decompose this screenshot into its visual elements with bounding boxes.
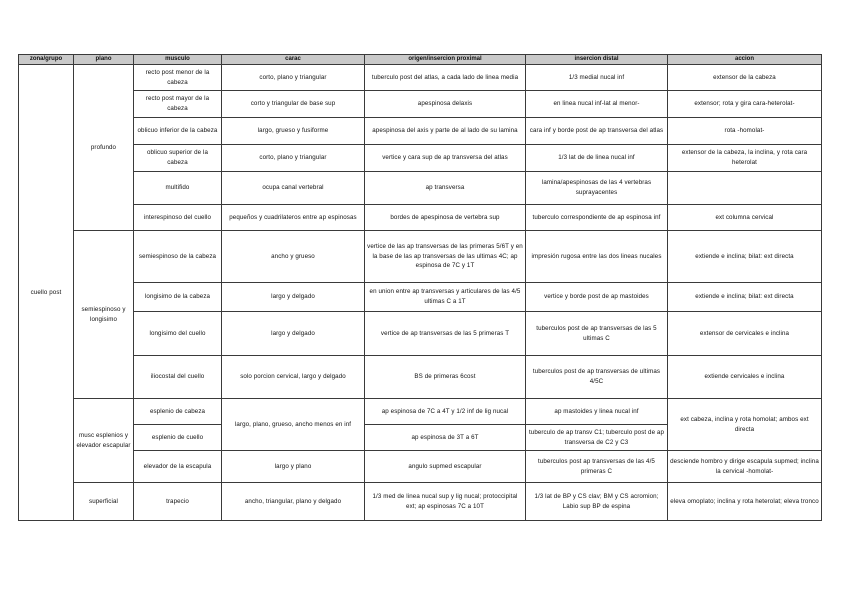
origen-cell: tuberculo post del atlas, a cada lado de linea media (365, 65, 526, 91)
plano-profundo: profundo (74, 65, 134, 231)
musculo-cell: trapecio (134, 483, 222, 521)
table-row (19, 145, 822, 172)
musculo-cell: esplenio de cabeza (134, 399, 222, 425)
origen-cell: ap espinosa de 3T a 6T (365, 425, 526, 451)
muscle-table (18, 54, 822, 521)
musculo-cell: elevador de la escapula (134, 451, 222, 483)
table-row (19, 283, 822, 312)
accion-cell: extensor de la cabeza (668, 65, 822, 91)
header-musculo: musculo (134, 55, 222, 65)
accion-cell: eleva omoplato; inclina y rota heterolat; eleva tronco (668, 483, 822, 521)
carac-cell: ancho, triangular, plano y delgado (222, 483, 365, 521)
accion-cell: extiende e inclina; bilat: ext directa (668, 283, 822, 312)
musculo-cell: longisimo de la cabeza (134, 283, 222, 312)
origen-cell: ap transversa (365, 172, 526, 205)
musculo-cell: recto post mayor de la cabeza (134, 91, 222, 118)
accion-cell: extiende e inclina; bilat: ext directa (668, 231, 822, 283)
plano-semiespinoso: semiespinoso y longisimo (74, 231, 134, 399)
insercion-cell: tuberculo correspondiente de ap espinosa inf (526, 205, 668, 231)
header-accion: accion (668, 55, 822, 65)
origen-cell: apespinosa delaxis (365, 91, 526, 118)
accion-cell (668, 172, 822, 205)
origen-cell: vertice de las ap transversas de las primeras 5/6T y en la base de las ap transversas de las ultimas 4C; ap espinosa de 7C y 1T (365, 231, 526, 283)
musculo-cell: semiespinoso de la cabeza (134, 231, 222, 283)
header-zona: zona/grupo (19, 55, 74, 65)
table-row (19, 205, 822, 231)
insercion-cell: 1/3 lat de BP y CS clav; BM y CS acromion; Labio sup BP de espina (526, 483, 668, 521)
table-row (19, 312, 822, 356)
carac-cell: solo porcion cervical, largo y delgado (222, 356, 365, 399)
table-row (19, 118, 822, 145)
table-row (19, 356, 822, 399)
origen-cell: vertice y cara sup de ap transversa del atlas (365, 145, 526, 172)
carac-cell: corto y triangular de base sup (222, 91, 365, 118)
carac-cell: pequeños y cuadrilateros entre ap espinosas (222, 205, 365, 231)
plano-esplenio: musc esplenios y elevador escapular (74, 399, 134, 483)
table-row (19, 65, 822, 91)
header-insercion: insercion distal (526, 55, 668, 65)
insercion-cell: en linea nucal inf-lat al menor- (526, 91, 668, 118)
origen-cell: ap espinosa de 7C a 4T y 1/2 inf de lig nucal (365, 399, 526, 425)
accion-cell: ext columna cervical (668, 205, 822, 231)
carac-cell: largo y delgado (222, 283, 365, 312)
origen-cell: 1/3 med de linea nucal sup y lig nucal; protoccipital ext; ap espinosas 7C a 10T (365, 483, 526, 521)
insercion-cell: impresión rugosa entre las dos lineas nucales (526, 231, 668, 283)
insercion-cell: tuberculo de ap transv C1; tuberculo post de ap transversa de C2 y C3 (526, 425, 668, 451)
musculo-cell: esplenio de cuello (134, 425, 222, 451)
insercion-cell: tuberculos post ap transversas de las 4/5 primeras C (526, 451, 668, 483)
accion-cell: rota -homolat- (668, 118, 822, 145)
musculo-cell: multifido (134, 172, 222, 205)
insercion-cell: lamina/apespinosas de las 4 vertebras suprayacentes (526, 172, 668, 205)
zona-cell: cuello post (19, 65, 74, 521)
table-row (19, 483, 822, 521)
carac-cell: largo, grueso y fusiforme (222, 118, 365, 145)
insercion-cell: ap mastoides y linea nucal inf (526, 399, 668, 425)
accion-cell: ext cabeza, inclina y rota homolat; ambos ext directa (668, 399, 822, 451)
insercion-cell: 1/3 medial nucal inf (526, 65, 668, 91)
musculo-cell: longisimo del cuello (134, 312, 222, 356)
accion-cell: desciende hombro y dirige escapula supmed; inclina la cervical -homolat- (668, 451, 822, 483)
carac-cell: corto, plano y triangular (222, 65, 365, 91)
carac-cell: largo, plano, grueso, ancho menos en inf (222, 399, 365, 451)
insercion-cell: cara inf y borde post de ap transversa del atlas (526, 118, 668, 145)
table-row (19, 91, 822, 118)
musculo-cell: iliocostal del cuello (134, 356, 222, 399)
spreadsheet-page (18, 54, 821, 521)
accion-cell: extiende cervicales e inclina (668, 356, 822, 399)
musculo-cell: oblicuo inferior de la cabeza (134, 118, 222, 145)
insercion-cell: 1/3 lat de de linea nucal inf (526, 145, 668, 172)
musculo-cell: oblicuo superior de la cabeza (134, 145, 222, 172)
header-origen: origen/insercion proximal (365, 55, 526, 65)
header-carac: carac (222, 55, 365, 65)
carac-cell: largo y delgado (222, 312, 365, 356)
origen-cell: vertice de ap transversas de las 5 primeras T (365, 312, 526, 356)
accion-cell: extensor de cervicales e inclina (668, 312, 822, 356)
header-plano: plano (74, 55, 134, 65)
carac-cell: corto, plano y triangular (222, 145, 365, 172)
insercion-cell: tuberculos post de ap transversas de las 5 ultimas C (526, 312, 668, 356)
table-row (19, 172, 822, 205)
table-row (19, 451, 822, 483)
origen-cell: bordes de apespinosa de vertebra sup (365, 205, 526, 231)
carac-cell: largo y plano (222, 451, 365, 483)
table-row (19, 399, 822, 425)
insercion-cell: tuberculos post de ap transversas de ultimas 4/5C (526, 356, 668, 399)
header-row (19, 55, 822, 65)
insercion-cell: vertice y borde post de ap mastoides (526, 283, 668, 312)
table-row (19, 231, 822, 283)
origen-cell: apespinosa del axis y parte de al lado de su lamina (365, 118, 526, 145)
origen-cell: BS de primeras 6cost (365, 356, 526, 399)
carac-cell: ancho y grueso (222, 231, 365, 283)
origen-cell: en union entre ap transversas y articulares de las 4/5 ultimas C a 1T (365, 283, 526, 312)
musculo-cell: interespinoso del cuello (134, 205, 222, 231)
accion-cell: extensor; rota y gira cara-heterolat- (668, 91, 822, 118)
carac-cell: ocupa canal vertebral (222, 172, 365, 205)
plano-superficial: superficial (74, 483, 134, 521)
musculo-cell: recto post menor de la cabeza (134, 65, 222, 91)
origen-cell: angulo supmed escapular (365, 451, 526, 483)
accion-cell: extensor de la cabeza, la inclina, y rota cara heterolat (668, 145, 822, 172)
